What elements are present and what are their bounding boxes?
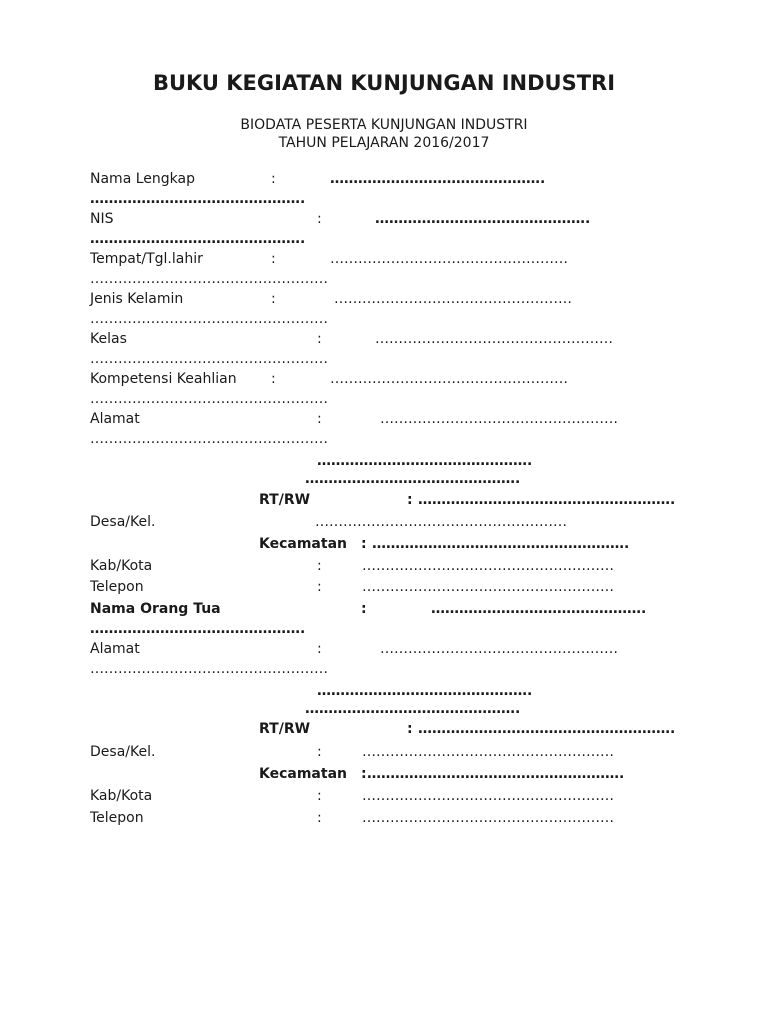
label-kecamatan: Kecamatan <box>259 766 347 782</box>
colon: : <box>361 766 367 782</box>
colon: : <box>407 492 413 508</box>
fill-line: …………………………………………… <box>330 251 568 267</box>
fill-line: ………………………………………………. <box>418 492 676 508</box>
label-nama-lengkap: Nama Lengkap <box>90 171 195 187</box>
colon: : <box>317 411 322 427</box>
label-nis: NIS <box>90 211 114 227</box>
colon: : <box>317 810 322 826</box>
label-alamat: Alamat <box>90 411 140 427</box>
fill-line: ………………………………………. <box>375 211 591 227</box>
fill-line-continuation: …………………………………………… <box>90 661 328 677</box>
document-title: BUKU KEGIATAN KUNJUNGAN INDUSTRI <box>152 71 616 95</box>
address-fill-line: ………………………………………. <box>317 683 533 699</box>
label-kab-kota: Kab/Kota <box>90 558 153 574</box>
fill-line: …………………………………………… <box>330 371 568 387</box>
colon: : <box>407 721 413 737</box>
label-desa-kel: Desa/Kel. <box>90 744 156 760</box>
fill-line: …………………………………………… <box>334 291 572 307</box>
label-nama-orang-tua: Nama Orang Tua <box>90 601 221 617</box>
colon: : <box>361 536 367 552</box>
fill-line: ……………………………………………… <box>362 558 614 574</box>
address-fill-line: ………………………………………. <box>317 453 533 469</box>
colon: : <box>317 211 322 227</box>
label-telepon: Telepon <box>90 810 144 826</box>
fill-line-continuation: …………………………………………… <box>90 351 328 367</box>
fill-line: …………………………………………… <box>380 641 618 657</box>
fill-line: …………………………………………… <box>380 411 618 427</box>
label-rt-rw: RT/RW <box>259 721 311 737</box>
label-telepon: Telepon <box>90 579 144 595</box>
label-kompetensi-keahlian: Kompetensi Keahlian <box>90 371 237 387</box>
fill-line: ……………………………………………… <box>315 514 567 530</box>
fill-line-continuation: ………………………………………. <box>90 621 306 637</box>
colon: : <box>271 291 276 307</box>
fill-line-continuation: …………………………………………… <box>90 391 328 407</box>
fill-line: ………………………………………. <box>431 601 647 617</box>
address-fill-line: ………………………………………. <box>305 471 521 487</box>
label-rt-rw: RT/RW <box>259 492 311 508</box>
label-kelas: Kelas <box>90 331 127 347</box>
fill-line-continuation: ………………………………………. <box>90 191 306 207</box>
colon: : <box>361 601 367 617</box>
fill-line: …………………………………………… <box>375 331 613 347</box>
fill-line: ………………………………………………. <box>372 536 630 552</box>
fill-line: ………………………………………………. <box>367 766 625 782</box>
label-tempat-tgl-lahir: Tempat/Tgl.lahir <box>90 251 203 267</box>
colon: : <box>317 744 322 760</box>
label-alamat: Alamat <box>90 641 140 657</box>
form-subtitle: BIODATA PESERTA KUNJUNGAN INDUSTRI <box>240 117 528 133</box>
colon: : <box>271 171 276 187</box>
fill-line-continuation: …………………………………………… <box>90 311 328 327</box>
school-year: TAHUN PELAJARAN 2016/2017 <box>278 135 490 151</box>
fill-line: ……………………………………………… <box>362 744 614 760</box>
colon: : <box>317 331 322 347</box>
address-fill-line: ………………………………………. <box>305 701 521 717</box>
label-kecamatan: Kecamatan <box>259 536 347 552</box>
fill-line: ………………………………………………. <box>418 721 676 737</box>
fill-line-continuation: ………………………………………. <box>90 231 306 247</box>
fill-line: ……………………………………………… <box>362 810 614 826</box>
colon: : <box>271 251 276 267</box>
colon: : <box>271 371 276 387</box>
fill-line: ………………………………………. <box>330 171 546 187</box>
fill-line-continuation: …………………………………………… <box>90 271 328 287</box>
fill-line: ……………………………………………… <box>362 788 614 804</box>
fill-line: ……………………………………………… <box>362 579 614 595</box>
fill-line-continuation: …………………………………………… <box>90 431 328 447</box>
colon: : <box>317 788 322 804</box>
label-jenis-kelamin: Jenis Kelamin <box>90 291 184 307</box>
label-kab-kota: Kab/Kota <box>90 788 153 804</box>
colon: : <box>317 641 322 657</box>
label-desa-kel: Desa/Kel. <box>90 514 156 530</box>
colon: : <box>317 579 322 595</box>
colon: : <box>317 558 322 574</box>
